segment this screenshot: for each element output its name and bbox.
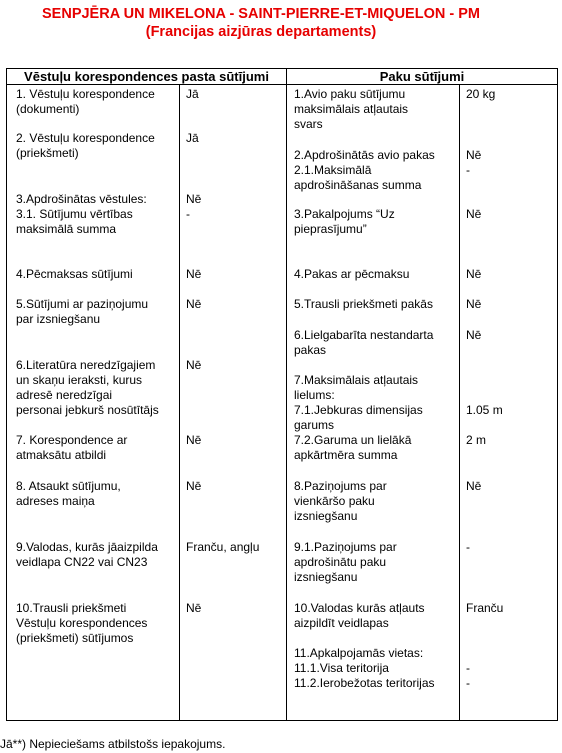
parcels-item-label: 6.Lielgabarīta nestandarta pakas: [294, 328, 434, 357]
parcels-item-label: 7.Maksimālais atļautais lielums: 7.1.Jebkuras dimensijas garums: [294, 373, 423, 432]
letters-item-label: 10.Trausli priekšmeti Vēstuļu korespondences (priekšmeti) sūtījumos: [16, 601, 148, 645]
parcels-item-value: - -: [466, 661, 470, 690]
parcels-item-label: 11.Apkalpojamās vietas: 11.1.Visa teritorija 11.2.Ierobežotas teritorijas: [294, 646, 435, 690]
parcels-item-label: 1.Avio paku sūtījumu maksimālais atļautais svars: [294, 87, 409, 131]
letters-item-label: 1. Vēstuļu korespondence (dokumenti): [16, 87, 155, 116]
page-subtitle: (Francijas aizjūras departaments): [145, 24, 377, 40]
letters-item-value: Nē: [186, 433, 202, 447]
parcels-item-value: Nē: [466, 267, 482, 281]
parcels-item-value: -: [466, 540, 470, 554]
parcels-item-value: Franču: [466, 601, 504, 615]
letters-item-value: Jā: [186, 87, 199, 101]
parcels-item-label: 4.Pakas ar pēcmaksu: [294, 267, 410, 281]
parcels-value-column: [460, 85, 557, 720]
letters-label-column: [7, 85, 179, 720]
letters-item-value: Nē: [186, 267, 202, 281]
services-table: [6, 68, 558, 721]
parcels-item-value: Nē -: [466, 148, 482, 177]
letters-item-label: 4.Pēcmaksas sūtījumi: [16, 267, 133, 281]
letters-item-label: 7. Korespondence ar atmaksātu atbildi: [16, 433, 128, 462]
parcels-item-value: Nē: [466, 479, 482, 493]
parcels-column-header: Paku sūtījumi: [287, 69, 558, 85]
parcels-item-value: Nē: [466, 328, 482, 342]
letters-value-column: [180, 85, 286, 720]
letters-item-value: Nē -: [186, 192, 202, 221]
letters-item-value: Nē: [186, 297, 202, 311]
parcels-item-value: Nē: [466, 207, 482, 221]
parcels-item-label: 3.Pakalpojums “Uz pieprasījumu”: [294, 207, 395, 236]
letters-item-label: 2. Vēstuļu korespondence (priekšmeti): [16, 131, 155, 160]
letters-item-value: Nē: [186, 601, 202, 615]
parcels-item-label: 7.2.Garuma un lielākā apkārtmēra summa: [294, 433, 412, 462]
parcels-item-value: Nē: [466, 297, 482, 311]
parcels-item-value: 1.05 m: [466, 403, 503, 417]
parcels-item-label: 8.Paziņojums par vienkāršo paku izsniegšanu: [294, 479, 387, 523]
parcels-item-label: 9.1.Paziņojums par apdrošinātu paku izsniegšanu: [294, 540, 397, 584]
parcels-item-label: 5.Trausli priekšmeti pakās: [294, 297, 433, 311]
letters-item-value: Nē: [186, 358, 202, 372]
parcels-item-label: 10.Valodas kurās atļauts aizpildīt veidlapas: [294, 601, 425, 630]
parcels-item-value: 2 m: [466, 433, 487, 447]
letters-item-label: 5.Sūtījumi ar paziņojumu par izsniegšanu: [16, 297, 149, 326]
letters-item-value: Nē: [186, 479, 202, 493]
letters-column-header: Vēstuļu korespondences pasta sūtījumi: [7, 69, 287, 85]
letters-item-label: 3.Apdrošinātas vēstules: 3.1. Sūtījumu vērtības maksimālā summa: [16, 192, 147, 236]
parcels-label-column: [287, 85, 459, 720]
footnote: Jā**) Nepieciešams atbilstošs iepakojums.: [0, 737, 226, 751]
parcels-item-label: 2.Apdrošinātās avio pakas 2.1.Maksimālā apdrošināšanas summa: [294, 148, 435, 192]
letters-item-label: 6.Literatūra neredzīgajiem un skaņu ieraksti, kurus adresē neredzīgai personai jebkurš nosūtītājs: [16, 358, 159, 417]
letters-item-label: 8. Atsaukt sūtījumu, adreses maiņa: [16, 479, 121, 508]
letters-item-value: Franču, angļu: [186, 540, 260, 554]
letters-item-value: Jā: [186, 131, 199, 145]
page-title: SENPJĒRA UN MIKELONA - SAINT-PIERRE-ET-MIQUELON - PM: [42, 6, 480, 22]
letters-item-label: 9.Valodas, kurās jāaizpilda veidlapa CN22 vai CN23: [16, 540, 158, 569]
parcels-item-value: 20 kg: [466, 87, 496, 101]
